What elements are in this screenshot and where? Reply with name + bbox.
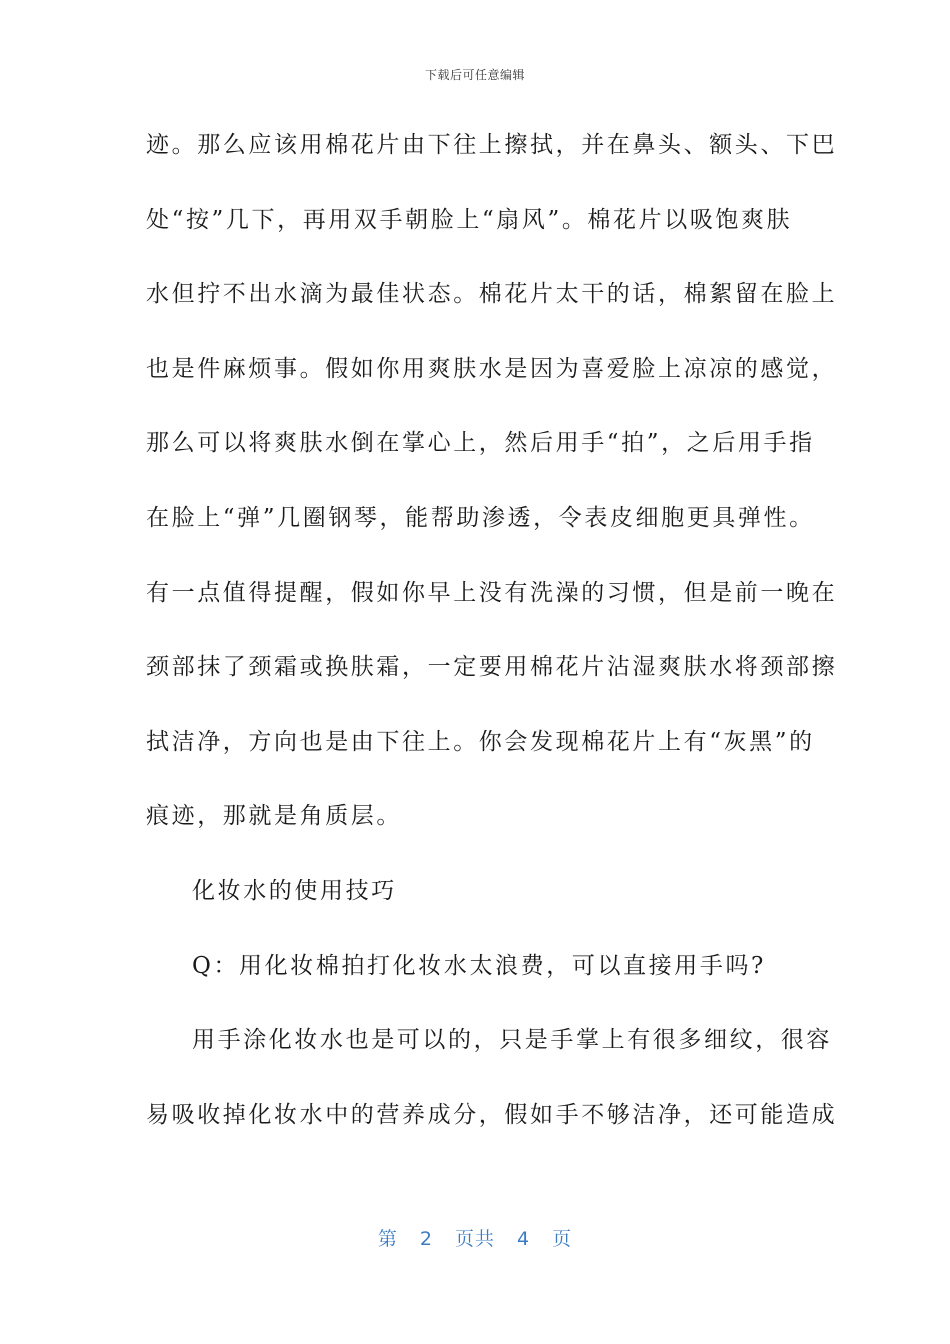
page-prefix: 第: [377, 1228, 398, 1250]
body-line: 颈部抹了颈霜或换肤霜，一定要用棉花片沾湿爽肤水将颈部擦: [146, 654, 838, 681]
section-heading: 化妆水的使用技巧: [192, 877, 397, 904]
body-line: 那么可以将爽肤水倒在掌心上，然后用手“拍”，之后用手指: [146, 430, 815, 457]
page-indicator: [0, 1224, 950, 1251]
document-body: [146, 118, 838, 1162]
page-middle: 页共: [454, 1228, 495, 1250]
body-line: 用手涂化妆水也是可以的，只是手掌上有很多细纹，很容: [192, 1027, 832, 1054]
header-note: 下载后可任意编辑: [424, 68, 525, 82]
question-line: Q：用化妆棉拍打化妆水太浪费，可以直接用手吗?: [192, 952, 766, 979]
body-line: 水但拧不出水滴为最佳状态。棉花片太干的话，棉絮留在脸上: [146, 281, 838, 308]
body-line: 也是件麻烦事。假如你用爽肤水是因为喜爱脸上凉凉的感觉，: [146, 355, 838, 382]
body-line: 处“按”几下，再用双手朝脸上“扇风”。棉花片以吸饱爽肤: [146, 206, 793, 233]
page-suffix: 页: [552, 1228, 573, 1250]
page-current: 2: [419, 1228, 433, 1250]
body-line: 在脸上“弹”几圈钢琴，能帮助渗透，令表皮细胞更具弹性。: [146, 504, 815, 531]
body-line: 迹。那么应该用棉花片由下往上擦拭，并在鼻头、额头、下巴: [146, 132, 838, 158]
body-line: 有一点值得提醒，假如你早上没有洗澡的习惯，但是前一晚在: [146, 579, 838, 606]
body-line: 痕迹，那就是角质层。: [146, 803, 402, 830]
body-line: 拭洁净，方向也是由下往上。你会发现棉花片上有“灰黑”的: [146, 728, 815, 755]
page-total: 4: [517, 1228, 531, 1250]
body-line: 易吸收掉化妆水中的营养成分，假如手不够洁净，还可能造成: [146, 1101, 838, 1128]
